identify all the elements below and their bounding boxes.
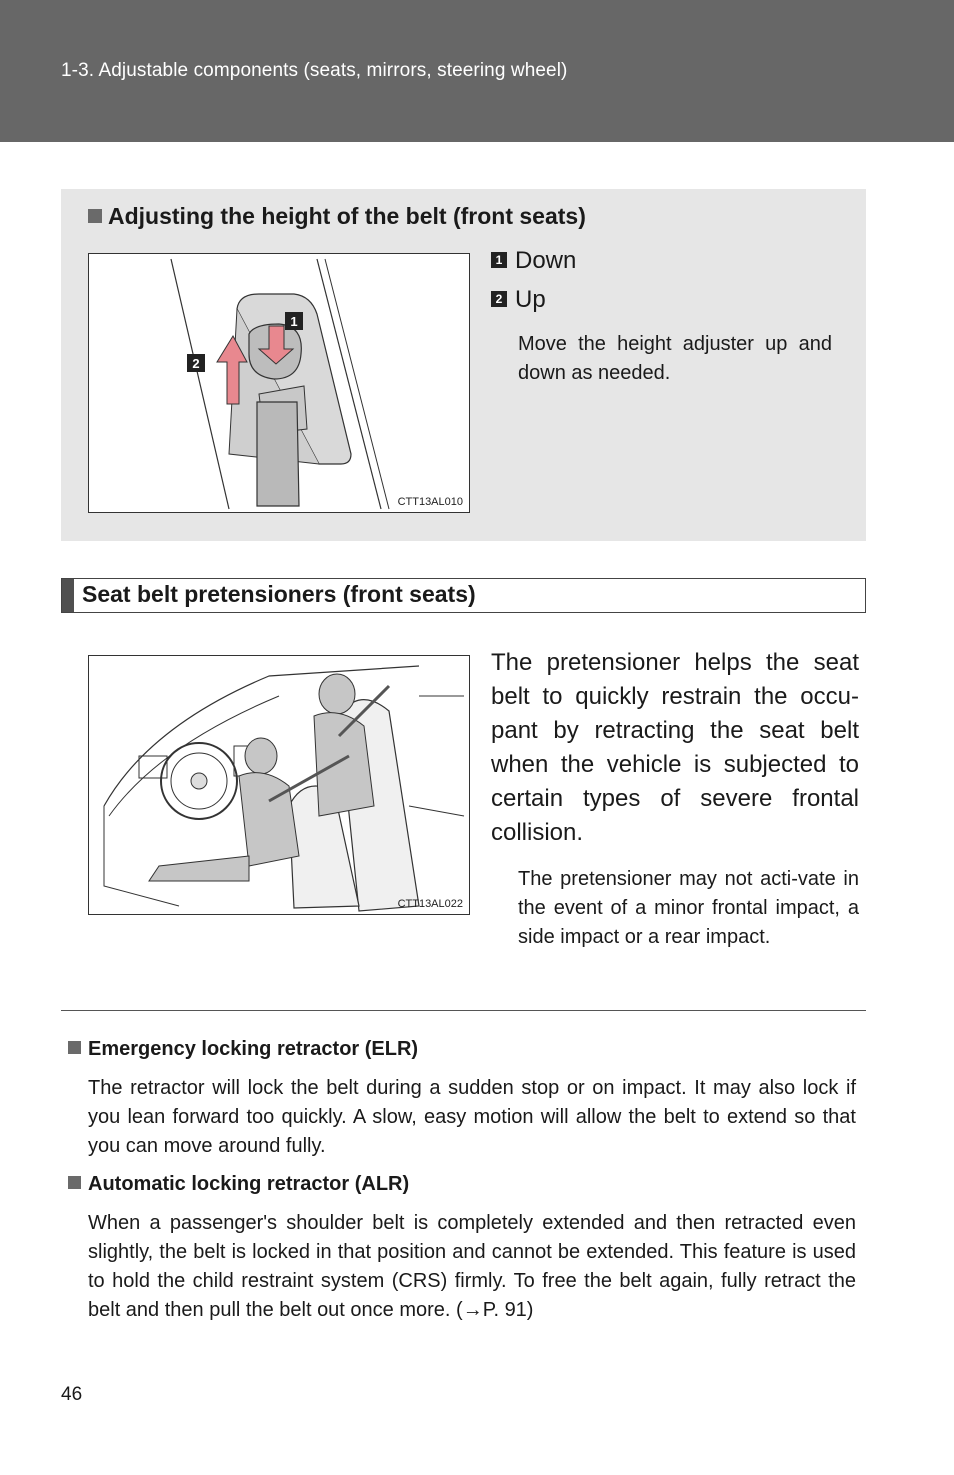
alr-heading: [68, 1173, 409, 1196]
pretensioner-body: The pretensioner helps the seat belt to quickly restrain the occu-pant by retracting the seat belt when the vehicle is subjected to certain types of severe frontal collision.: [491, 649, 859, 846]
number-badge: 2: [491, 291, 507, 307]
pretensioner-figure: [88, 655, 470, 915]
section-marker: [62, 579, 74, 612]
elr-text: The retractor will lock the belt during a sudden stop or on impact. It may also lock if you lean forward too quickly. A slow, easy motion will allow the belt to extend so that you can move around fully.: [88, 1077, 856, 1157]
elr-heading: [68, 1038, 418, 1061]
page-header: [0, 0, 954, 142]
number-badge: 1: [491, 252, 507, 268]
belt-height-figure: [88, 253, 470, 513]
belt-adjuster-illustration: [89, 254, 469, 512]
item-up: [491, 286, 546, 314]
figure-code: CTT13AL022: [397, 898, 463, 910]
car-interior-illustration: [89, 656, 469, 914]
alr-text: When a passenger's shoulder belt is completely extended and then retracted even slightly, the belt is locked in that position and cannot be extended. This feature is used to hold the child restraint system (CRS) firmly. To free the belt again, fully retract the belt and then pull the belt out once more. (→P. 91): [88, 1212, 856, 1321]
divider: [61, 1010, 866, 1011]
square-bullet-icon: [68, 1041, 81, 1054]
figure-label-1: 1: [290, 314, 298, 329]
belt-height-title: [88, 203, 586, 230]
figure-code: CTT13AL010: [397, 496, 463, 508]
square-bullet-icon: [88, 209, 102, 223]
square-bullet-icon: [68, 1176, 81, 1189]
elr-title: Emergency locking retractor (ELR): [88, 1038, 419, 1060]
alr-title: Automatic locking retractor (ALR): [88, 1173, 410, 1195]
breadcrumb: 1-3. Adjustable components (seats, mirrors, steering wheel): [61, 60, 568, 81]
page-number: 46: [61, 1384, 83, 1405]
belt-height-note: Move the height adjuster up and down as needed.: [518, 333, 832, 384]
section-title: Seat belt pretensioners (front seats): [82, 581, 476, 607]
item-label: Up: [515, 286, 546, 313]
belt-height-title-text: Adjusting the height of the belt (front seats): [108, 203, 586, 229]
pretensioner-note: The pretensioner may not acti-vate in the event of a minor frontal impact, a side impact or a rear impact.: [518, 868, 859, 948]
item-label: Down: [515, 247, 577, 274]
item-down: [491, 247, 576, 275]
figure-label-2: 2: [192, 356, 200, 371]
section-heading: [61, 578, 866, 613]
